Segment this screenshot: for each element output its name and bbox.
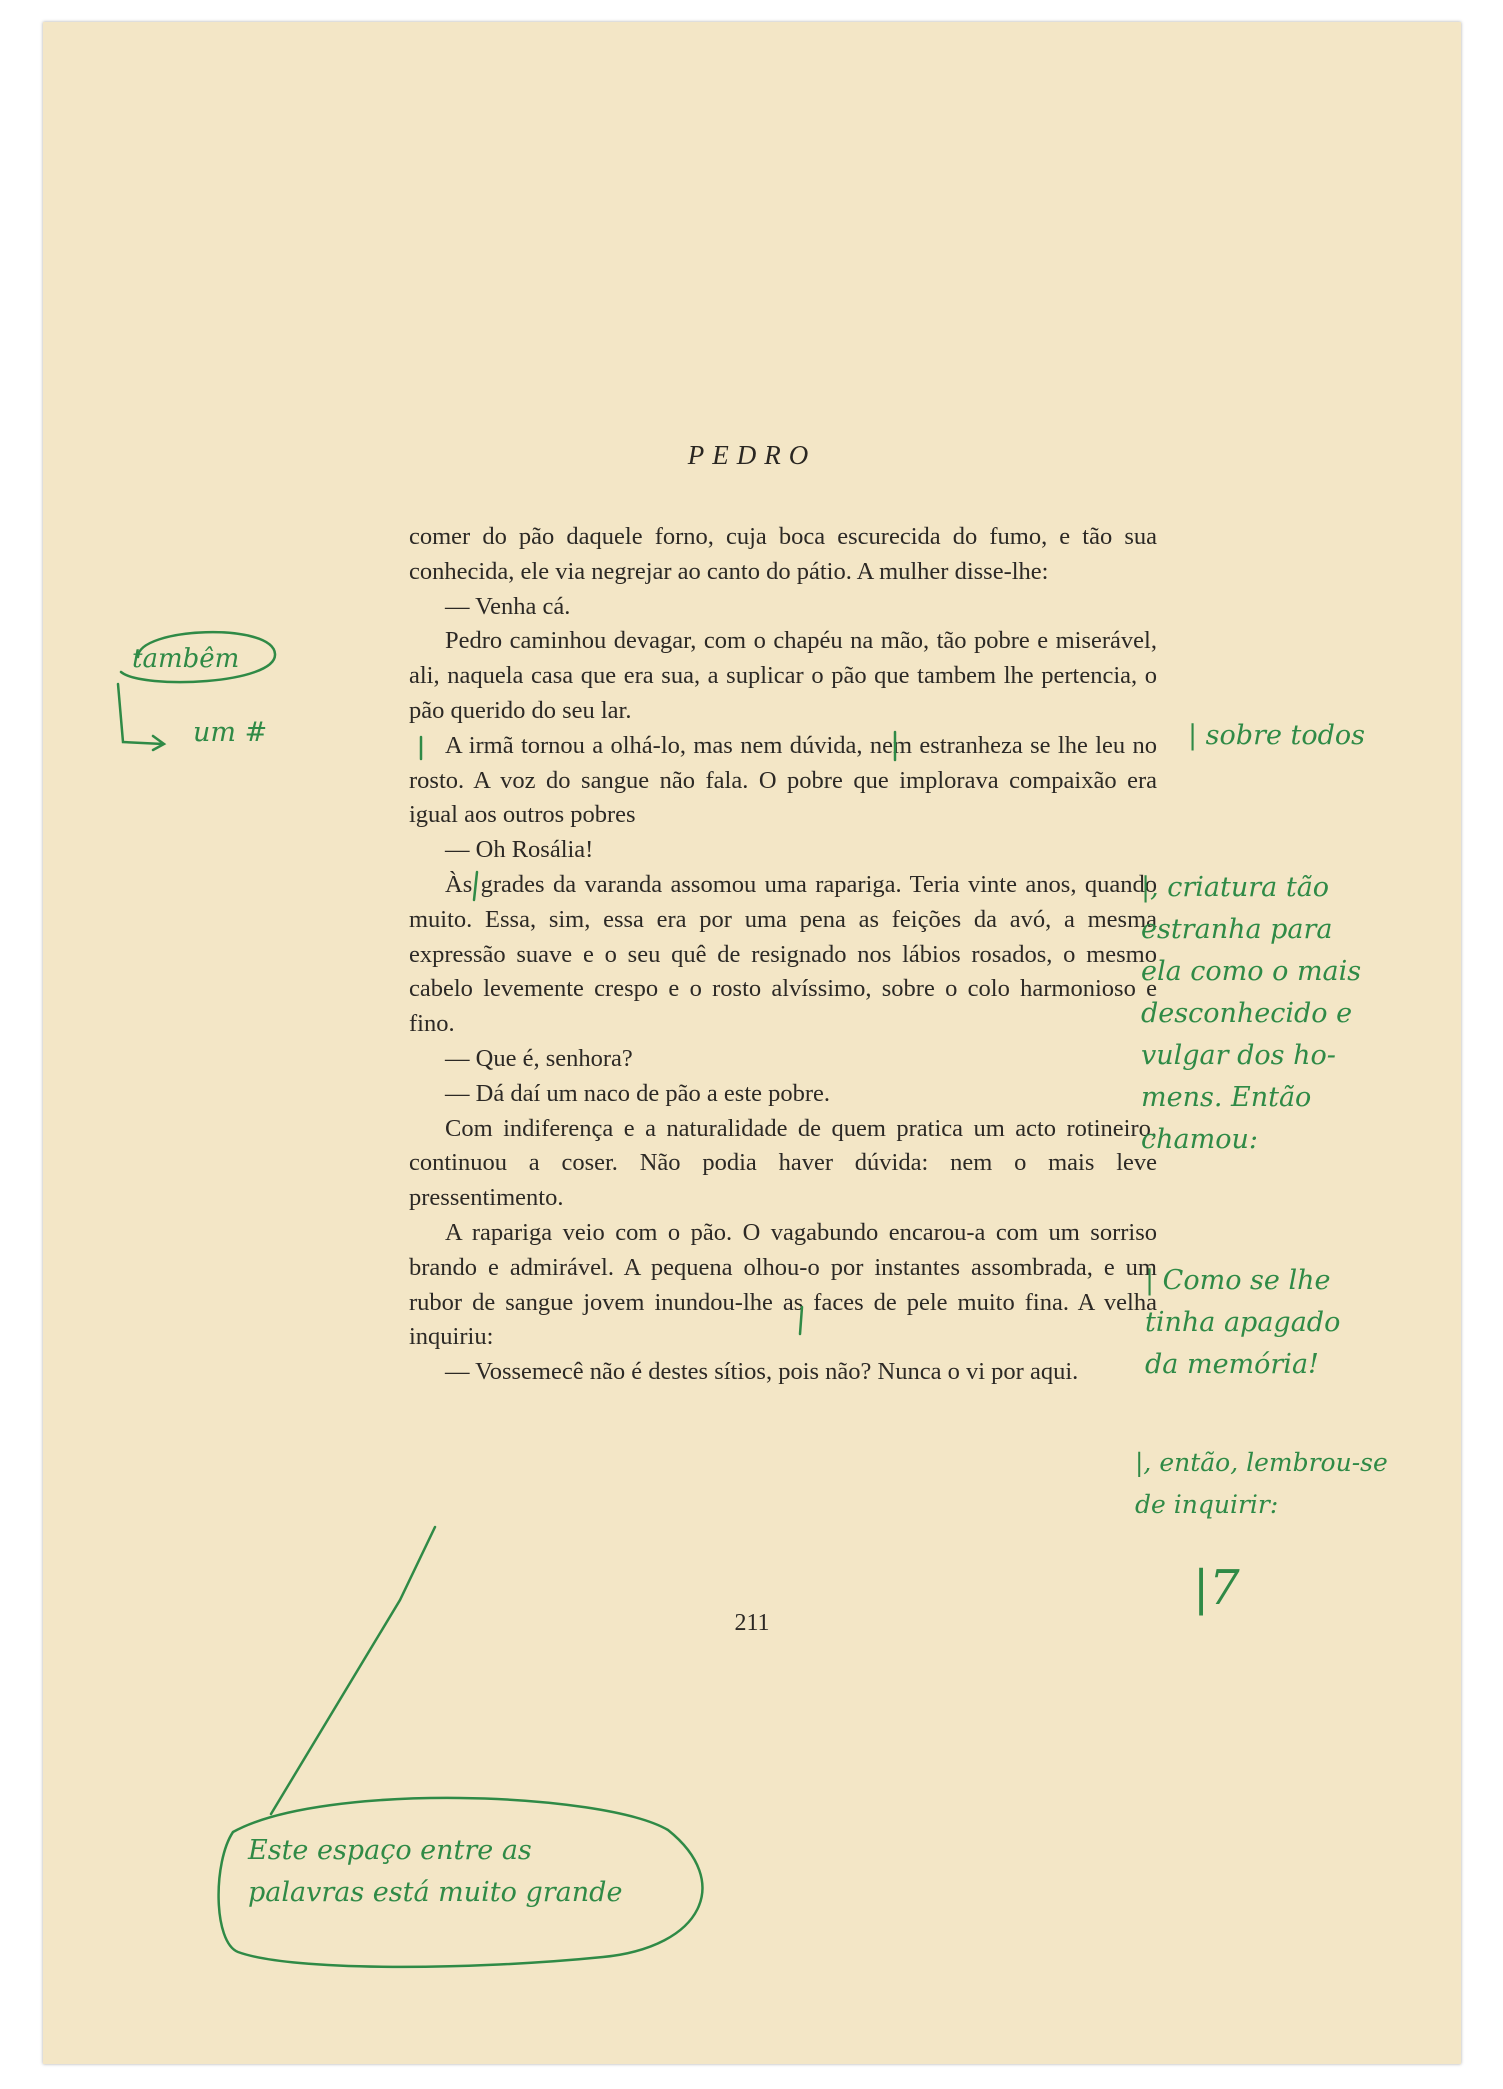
margin-word-tambem: tambêm — [132, 644, 240, 674]
arrow-mark — [118, 684, 164, 750]
paragraph: — Dá daí um naco de pão a este pobre. — [445, 1079, 831, 1107]
page-number: 211 — [734, 1610, 770, 1636]
paragraph: — Oh Rosália! — [445, 836, 594, 864]
paragraph: Às grades da varanda assomou uma rapariga. Teria vinte anos, quando muito. Essa, sim, essa era por uma pena as feições da avó, a mesma expressão suave e o seu quê de resignado nos lábios rosados, o mesmo cabelo levemente crespo e o rosto alvíssimo, sobre o colo harmonioso e fino. — [409, 870, 1157, 1038]
margin-note: | sobre todos — [1188, 720, 1366, 751]
paragraph: — Vossemecê não é destes sítios, pois não? Nunca o vi por aqui. — [445, 1358, 1079, 1386]
margin-note: | Como se lhe tinha apagado da memória! — [1145, 1265, 1341, 1380]
paragraph: — Venha cá. — [445, 592, 571, 620]
paragraph: A rapariga veio com o pão. O vagabundo encarou-a com um sorriso brando e admirável. A pequena olhou-o por instantes assombrada, e um rubor de sangue jovem inundou-lhe as faces de pele muito fina. A velha inquiriu: — [409, 1218, 1157, 1351]
manuscript-page — [43, 22, 1461, 2064]
margin-mark-space: um # — [193, 717, 268, 748]
bottom-note: Este espaço entre as palavras está muito grande — [248, 1835, 623, 1908]
margin-note: |7 — [1193, 1560, 1240, 1616]
leader-line — [271, 1527, 435, 1814]
paragraph: — Que é, senhora? — [445, 1044, 633, 1072]
paragraph: Pedro caminhou devagar, com o chapéu na mão, tão pobre e miserável, ali, naquela casa que era sua, a suplicar o pão que tambem lhe pertencia, o pão querido do seu lar. — [409, 627, 1157, 724]
running-head: PEDRO — [687, 440, 817, 470]
paragraph: A irmã tornou a olhá-lo, mas nem dúvida, nem estranheza se lhe leu no rosto. A voz do sangue não fala. O pobre que implorava compaixão era igual aos outros pobres — [409, 731, 1157, 829]
margin-note: |, criatura tão estranha para ela como o mais desconhecido e vulgar dos ho- mens. Então chamou: — [1141, 872, 1362, 1155]
insertion-marks — [421, 732, 895, 1334]
paragraph: Com indiferença e a naturalidade de quem pratica um acto rotineiro, continuou a coser. Não podia haver dúvida: nem o mais leve pressentimento. — [409, 1114, 1157, 1212]
margin-note: |, então, lembrou-se de inquirir: — [1135, 1448, 1388, 1519]
paragraph: comer do pão daquele forno, cuja boca escurecida do fumo, e tão sua conhecida, ele via negrejar ao canto do pátio. A mulher disse-lhe: — [409, 523, 1157, 585]
